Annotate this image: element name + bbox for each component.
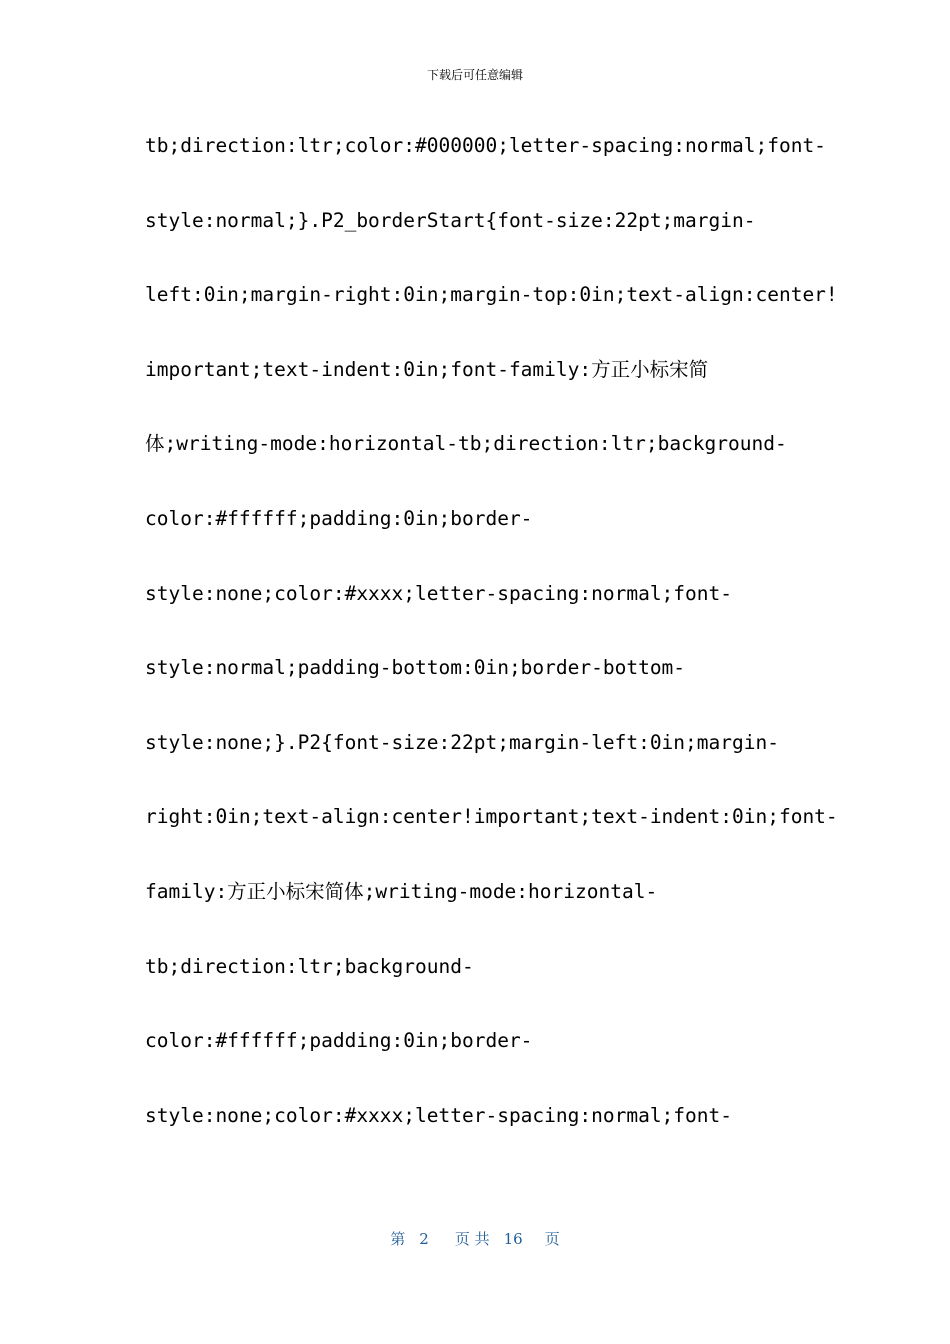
current-page-number: 2 (419, 1230, 429, 1248)
total-page-count: 16 (503, 1230, 523, 1248)
text-line: left:0in;margin-right:0in;margin-top:0in;text-align:center! (145, 283, 838, 307)
footer-prefix: 第 (390, 1230, 406, 1248)
text-line: 体;writing-mode:horizontal-tb;direction:ltr;background- (145, 432, 787, 456)
page-header: 下载后可任意编辑 (426, 68, 523, 82)
text-line: style:normal;}.P2_borderStart{font-size:22pt;margin- (145, 208, 756, 232)
text-line: color:#ffffff;padding:0in;border- (145, 1029, 533, 1053)
footer-suffix: 页 (544, 1230, 560, 1248)
text-line: style:normal;padding-bottom:0in;border-bottom- (145, 656, 686, 680)
text-line: important;text-indent:0in;font-family:方正小标宋简 (145, 357, 709, 381)
text-line: tb;direction:ltr;color:#000000;letter-spacing:normal;font- (145, 134, 826, 157)
document-body (145, 128, 838, 1172)
text-line: style:none;color:#xxxx;letter-spacing:normal;font- (145, 581, 732, 605)
text-line: right:0in;text-align:center!important;text-indent:0in;font- (145, 805, 838, 829)
text-line: style:none;}.P2{font-size:22pt;margin-left:0in;margin- (145, 730, 779, 754)
text-line: tb;direction:ltr;background- (145, 954, 474, 978)
text-line: style:none;color:#xxxx;letter-spacing:normal;font- (145, 1103, 732, 1127)
text-line: color:#ffffff;padding:0in;border- (145, 506, 533, 530)
footer-middle: 页 共 (454, 1230, 490, 1248)
text-line: family:方正小标宋简体;writing-mode:horizontal- (145, 879, 658, 903)
page-footer (0, 1228, 950, 1249)
